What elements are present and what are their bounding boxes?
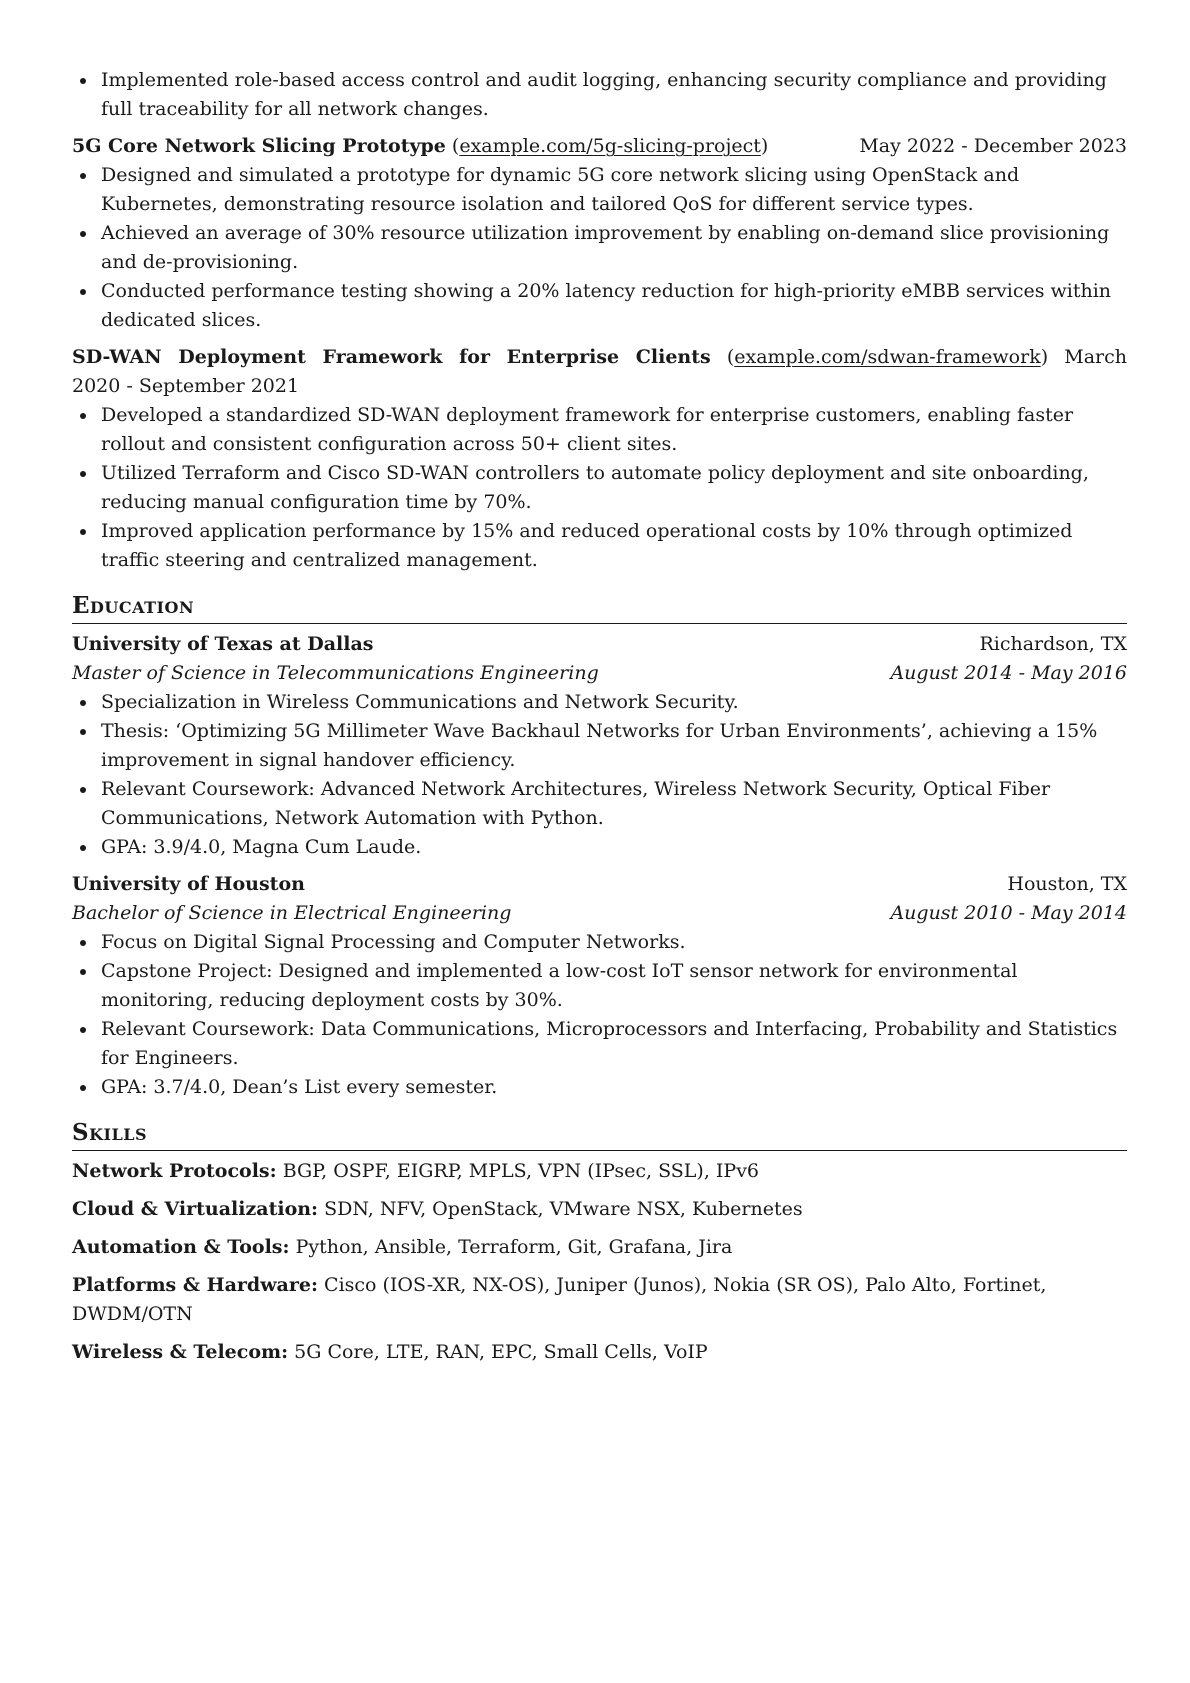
- list-item: GPA: 3.7/4.0, Dean’s List every semester.: [72, 1073, 1127, 1102]
- school-header: [72, 870, 1127, 899]
- education-entry-uh: [72, 870, 1127, 1102]
- education-entry-utd: [72, 630, 1127, 862]
- skill-items: 5G Core, LTE, RAN, EPC, Small Cells, VoIP: [294, 1341, 708, 1363]
- project-entry-sdwan: [72, 343, 1127, 575]
- project-link[interactable]: example.com/sdwan-framework: [734, 346, 1041, 368]
- section-heading-skills: Skills: [72, 1118, 1127, 1151]
- skill-category: Wireless & Telecom:: [72, 1341, 289, 1363]
- skill-line-network-protocols: [72, 1157, 1127, 1186]
- skill-items: SDN, NFV, OpenStack, VMware NSX, Kubernetes: [324, 1198, 803, 1220]
- list-item: Relevant Coursework: Advanced Network Architectures, Wireless Network Security, Optical Fiber Communications, Network Automation with Python.: [72, 775, 1127, 833]
- education-bullets: [72, 688, 1127, 862]
- list-item: GPA: 3.9/4.0, Magna Cum Laude.: [72, 833, 1127, 862]
- section-heading-education: Education: [72, 591, 1127, 624]
- skill-items: BGP, OSPF, EIGRP, MPLS, VPN (IPsec, SSL), IPv6: [282, 1160, 760, 1182]
- project-title: SD-WAN Deployment Framework for Enterprise Clients: [72, 346, 711, 368]
- degree-row: [72, 899, 1127, 928]
- skill-category: Network Protocols:: [72, 1160, 277, 1182]
- project-header: SD-WAN Deployment Framework for Enterprise Clients (example.com/sdwan-framework) March: [72, 346, 1127, 368]
- list-item: Designed and simulated a prototype for dynamic 5G core network slicing using OpenStack and Kubernetes, demonstrating resource isolation and tailored QoS for different service types.: [72, 161, 1127, 219]
- skill-category: Cloud & Virtualization:: [72, 1198, 319, 1220]
- list-item: Capstone Project: Designed and implemented a low-cost IoT sensor network for environmental monitoring, reducing deployment costs by 30%.: [72, 957, 1127, 1015]
- list-item: Relevant Coursework: Data Communications, Microprocessors and Interfacing, Probability and Statistics for Engineers.: [72, 1015, 1127, 1073]
- school-name: University of Texas at Dallas: [72, 633, 374, 655]
- project-dates-start: March: [1064, 346, 1127, 368]
- project-dates-end: 2020 - September 2021: [72, 375, 300, 397]
- skill-category: Platforms & Hardware:: [72, 1274, 318, 1296]
- skill-items: Python, Ansible, Terraform, Git, Grafana, Jira: [295, 1236, 733, 1258]
- school-name: University of Houston: [72, 873, 305, 895]
- education-bullets: [72, 928, 1127, 1102]
- degree-dates: August 2010 - May 2014: [890, 902, 1127, 924]
- degree-row: [72, 659, 1127, 688]
- prior-experience-bullets: [72, 66, 1127, 124]
- list-item: Implemented role-based access control and audit logging, enhancing security compliance and providing full traceability for all network changes.: [72, 66, 1127, 124]
- skill-line-automation-tools: [72, 1233, 1127, 1262]
- project-link[interactable]: example.com/5g-slicing-project: [459, 135, 761, 157]
- list-item: Achieved an average of 30% resource utilization improvement by enabling on-demand slice provisioning and de-provisioning.: [72, 219, 1127, 277]
- skill-line-cloud-virtualization: [72, 1195, 1127, 1224]
- project-title: 5G Core Network Slicing Prototype: [72, 135, 446, 157]
- list-item: Improved application performance by 15% and reduced operational costs by 10% through optimized traffic steering and centralized management.: [72, 517, 1127, 575]
- degree-dates: August 2014 - May 2016: [890, 662, 1127, 684]
- skill-items: Cisco (IOS-XR, NX-OS), Juniper (Junos), Nokia (SR OS), Palo Alto, Fortinet, DWDM/OTN: [72, 1274, 1047, 1325]
- project-header: 5G Core Network Slicing Prototype (example.com/5g-slicing-project) May 2022 - December 2023: [72, 132, 1127, 161]
- project-dates: May 2022 - December 2023: [859, 135, 1127, 157]
- list-item: Utilized Terraform and Cisco SD-WAN controllers to automate policy deployment and site onboarding, reducing manual configuration time by 70%.: [72, 459, 1127, 517]
- skill-category: Automation & Tools:: [72, 1236, 290, 1258]
- list-item: Conducted performance testing showing a 20% latency reduction for high-priority eMBB services within dedicated slices.: [72, 277, 1127, 335]
- list-item: Focus on Digital Signal Processing and Computer Networks.: [72, 928, 1127, 957]
- degree-title: Master of Science in Telecommunications Engineering: [72, 662, 599, 684]
- project-entry-5g-slicing: [72, 132, 1127, 335]
- school-location: Richardson, TX: [979, 633, 1127, 655]
- project-bullets: [72, 401, 1127, 575]
- degree-title: Bachelor of Science in Electrical Engineering: [72, 902, 512, 924]
- skill-line-wireless-telecom: [72, 1338, 1127, 1367]
- skills-list: [72, 1157, 1127, 1367]
- list-item: Thesis: ‘Optimizing 5G Millimeter Wave Backhaul Networks for Urban Environments’, achieving a 15% improvement in signal handover efficiency.: [72, 717, 1127, 775]
- project-bullets: [72, 161, 1127, 335]
- list-item: Developed a standardized SD-WAN deployment framework for enterprise customers, enabling faster rollout and consistent configuration across 50+ client sites.: [72, 401, 1127, 459]
- skill-line-platforms-hardware: [72, 1271, 1127, 1329]
- school-location: Houston, TX: [1007, 873, 1127, 895]
- list-item: Specialization in Wireless Communications and Network Security.: [72, 688, 1127, 717]
- school-header: [72, 630, 1127, 659]
